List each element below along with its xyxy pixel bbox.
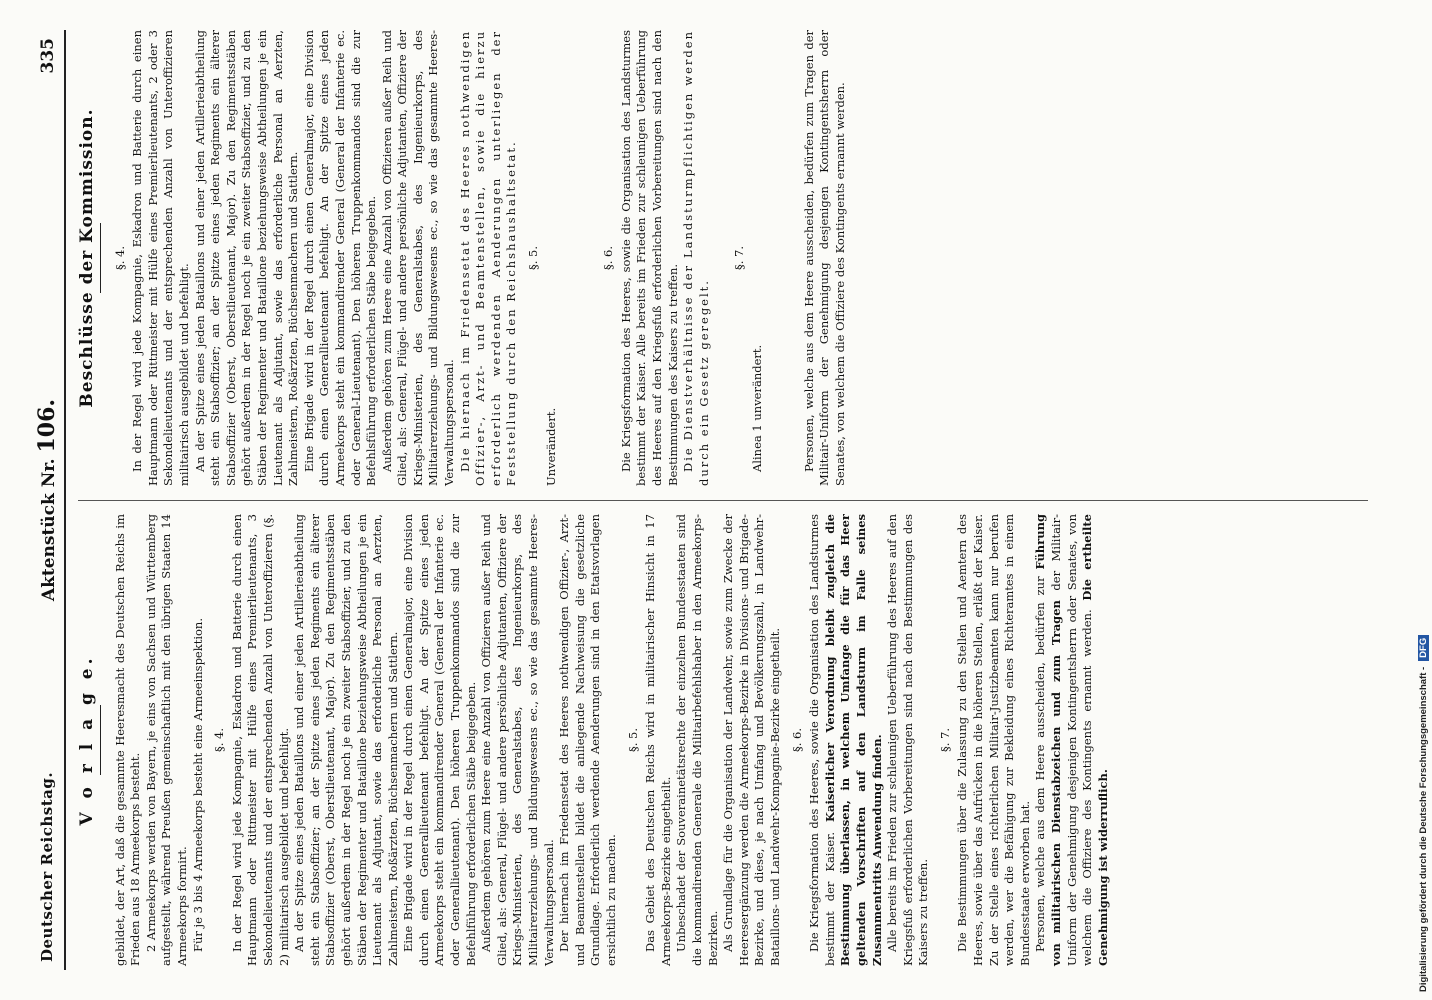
paragraph: An der Spitze eines jeden Bataillons und einer jeden Artillerieabtheilung steht ein Stabsoffizier; an der Spitze eines jeden Regiments ein älterer Stabsoffizier (Oberst, Oberstlieutenant, Major). Zu den Regimentsstäben gehört außerdem in der Regel noch je ein zweiter Stabsoffizier, und zu den Stäben der Regimenter und Bataillone beziehungsweise Abtheilungen je ein Lieutenant als Adjutant, sowie das erforderliche Personal an Aerzten, Zahlmeistern, Roßärzten, Büchsenmachern und Sattlern. [192, 30, 301, 486]
paragraph: An der Spitze eines jeden Bataillons und einer jeden Artillerieabtheilung steht ein Stabsoffizier; an der Spitze eines jeden Regiments ein älterer Stabsoffizier (Oberst, Oberstlieutenant, Major). Zu den Regimentsstäben gehört außerdem in der Regel noch je ein zweiter Stabsoffizier, und zu den Stäben der Regimenter und Bataillone beziehungsweise Abtheilungen je ein Lieutenant als Adjutant, sowie das erforderliche Personal an Aerzten, Zahlmeistern, Roßärzten, Büchsenmachern und Sattlern. [292, 514, 400, 966]
paragraph: Der hiernach im Friedensetat des Heeres nothwendigen Offizier-, Arzt- und Beamtenstellen bildet die anliegende Nachweisung die gesetzliche Grundlage. Erforderlich werdende Aenderungen sind in den Etatsvorlagen ersichtlich zu machen. [557, 514, 618, 966]
section-heading: §. 4. [112, 245, 127, 271]
paragraph: Eine Brigade wird in der Regel durch einen Generalmajor, eine Division durch einen Generallieutenant befehligt. An der Spitze eines jeden Armeekorps steht ein kommandirender General (General der Infanterie ec. oder General-Lieutenant). Den höheren Truppenkommandos sind die zur Befehlsführung erforderlichen Stäbe beigegeben. [301, 30, 379, 486]
paragraph: Unbeschadet der Souverainetätsrechte der einzelnen Bundesstaaten sind die kommandirenden Generale die Militairbefehlshaber in den Armeekorps-Bezirken. [674, 514, 720, 966]
section-heading: §. 5. [526, 245, 541, 271]
text-plain: Die Kriegsformation des Heeres, sowie die Organisation des Landsturmes bestimmt der Kaiser. [807, 514, 837, 966]
section-heading: §. 4. [212, 727, 227, 753]
section-heading: §. 7. [732, 245, 747, 271]
column-divider [78, 500, 1368, 501]
paragraph: Unverändert. [543, 407, 558, 486]
paragraph: In der Regel wird jede Kompagnie, Eskadron und Batterie durch einen Hauptmann oder Rittmeister mit Hülfe eines Premierlieutenants, 2 oder 3 Sekondelieutenants und der entsprechenden Anzahl von Unteroffizieren militairisch ausgebildet und befehligt. [130, 30, 191, 486]
paragraph: Die Bestimmungen über die Zulassung zu den Stellen und Aemtern des Heeres, sowie über das Aufrücken in die höheren Stellen, erläßt der Kaiser. Zu der Stelle eines richterlichen Militair-Justizbeamten kann nur berufen werden, wer die Befähigung zur Bekleidung eines Richteramtes in einem Bundesstaate erworben hat. [955, 514, 1032, 966]
text-plain: Personen, welche aus dem Heere ausscheiden, bedürfen zur [1033, 576, 1048, 952]
paragraph: Die Kriegsformation des Heeres, sowie die Organisation des Landsturmes bestimmt der Kaiser. Alle bereits im Frieden zur schleunigen Ueberführung des Heeres auf den Kriegsfuß erforderlichen Vorbereitungen sind nach den Bestimmungen des Kaisers zu treffen. [618, 30, 680, 486]
text-emphasis: Führung von militairischen Dienstabzeichen und zum Tragen [1033, 514, 1064, 966]
dfg-logo: DFG [1418, 635, 1429, 661]
title-rule [100, 223, 101, 293]
header-number: 106. [34, 398, 60, 453]
column-title-kommission: Beschlüsse der Kommission. [77, 108, 97, 408]
paragraph [1033, 514, 1111, 966]
paragraph: 2 Armeekorps werden von Bayern, je eins von Sachsen und Württemberg aufgestellt, während Preußen gemeinschaftlich mit den übrigen Staaten 14 Armeekorps formirt. [143, 514, 189, 966]
header-prefix: Aktenstück Nr. [39, 458, 59, 602]
section-heading: §. 5. [625, 727, 640, 753]
paragraph: Personen, welche aus dem Heere ausscheiden, bedürfen zum Tragen der Militair-Uniform der Genehmigung desjenigen Kontingentsherrn oder Senates, von welchem die Offiziere des Kontingents ernannt werden. [801, 30, 847, 486]
section-heading: §. 7. [937, 727, 952, 753]
paragraph: Für je 3 bis 4 Armeekorps besteht eine Armeeinspektion. [190, 618, 205, 952]
digitization-footer [1418, 132, 1429, 992]
paragraph: Das Gebiet des Deutschen Reichs wird in militairischer Hinsicht in 17 Armeekorps-Bezirke eingetheilt. [643, 514, 673, 966]
header-rule [64, 30, 66, 970]
title-rule [100, 705, 101, 775]
header-document-number [34, 0, 60, 1000]
text-emphasis: Kaiserlicher Verordnung bleibt zugleich die Bestimmung überlassen, in welchem Umfange die für das Heer geltenden Vorschriften auf den Landsturm im Falle seines Zusammentritts Anwendung finden. [822, 514, 884, 966]
footer-text: Digitalisierung gefördert durch die Deutsche Forschungsgemeinschaft - [1418, 666, 1429, 992]
paragraph: Alinea 1 unverändert. [749, 344, 764, 472]
paragraph: Eine Brigade wird in der Regel durch einen Generalmajor, eine Division durch einen Generallieutenant befehligt. An der Spitze eines jeden Armeekorps steht ein kommandirender General (General der Infanterie ec. oder Generallieutenant). Den höheren Truppenkommandos sind die zur Befehlführung erforderlichen Stäbe beigegeben. [401, 514, 478, 966]
section-heading: §. 6. [789, 727, 804, 753]
paragraph-spaced: Die Dienstverhältnisse der Landsturmpflichtigen werden durch ein Gesetz geregelt. [681, 30, 711, 486]
column-title-vorlage: V o r l a g e. [77, 654, 97, 826]
page-number: 335 [38, 38, 58, 74]
paragraph: In der Regel wird jede Kompagnie, Eskadron und Batterie durch einen Hauptmann oder Rittmeister mit Hülfe eines Premierlieutenants, 3 Sekondelieutenants und der entsprechenden Anzahl von Unteroffizieren (§. 2) militairisch ausgebildet und befehligt. [229, 514, 291, 966]
paragraph: Außerdem gehören zum Heere eine Anzahl von Offizieren außer Reih und Glied, als: General, Flügel- und andere persönliche Adjutanten, Offiziere der Kriegs-Ministerien, des Generalstabes, des Ingenieurkorps, des Militairerziehungs- und Bildungswesens ec., so wie das gesammte Heeres-Verwaltungspersonal. [479, 514, 556, 966]
paragraph: Alle bereits im Frieden zur schleunigen Ueberführung des Heeres auf den Kriegsfuß erforderlichen Vorbereitungen sind nach den Bestimmungen des Kaisers zu treffen. [885, 514, 931, 966]
header-publication: Deutscher Reichstag. [38, 771, 56, 962]
paragraph: Außerdem gehören zum Heere eine Anzahl von Offizieren außer Reih und Glied, als: General, Flügel- und andere persönliche Adjutanten, Offiziere der Kriegs-Ministerien, des Generalstabes, des Ingenieurkorps, des Militairerziehungs- und Bildungswesens ec., so wie das gesammte Heeres-Verwaltungspersonal. [379, 30, 457, 486]
paragraph: Als Grundlage für die Organisation der Landwehr, sowie zum Zwecke der Heeresergänzung werden die Armeekorps-Bezirke in Divisions- und Brigade-Bezirke, und diese, je nach Umfang und Bevölkerungszahl, in Landwehr-Bataillons- und Landwehr-Kompagnie-Bezirke eingetheilt. [721, 514, 782, 966]
section-heading: §. 6. [601, 245, 616, 271]
paragraph [807, 514, 885, 966]
paragraph-spaced: Die hiernach im Friedensetat des Heeres nothwendigen Offizier-, Arzt- und Beamtenstellen, sowie die hierzu erforderlich werdenden Aenderungen unterliegen der Feststellung durch den Reichshaushaltsetat. [457, 30, 519, 486]
text-plain: der Militair-Uniform der Genehmigung desjenigen Kontingentsherrn oder Senates, von welchem die Offiziere des Kontingents ernannt werden. [1049, 514, 1095, 966]
text-emphasis: Die ertheilte Genehmigung ist widerruflich. [1080, 514, 1110, 966]
paragraph: gebildet, der Art, daß die gesammte Heeresmacht des Deutschen Reichs im Frieden aus 18 Armeekorps besteht. [112, 514, 143, 966]
column-kommission [78, 30, 848, 486]
column-vorlage [78, 514, 1111, 966]
